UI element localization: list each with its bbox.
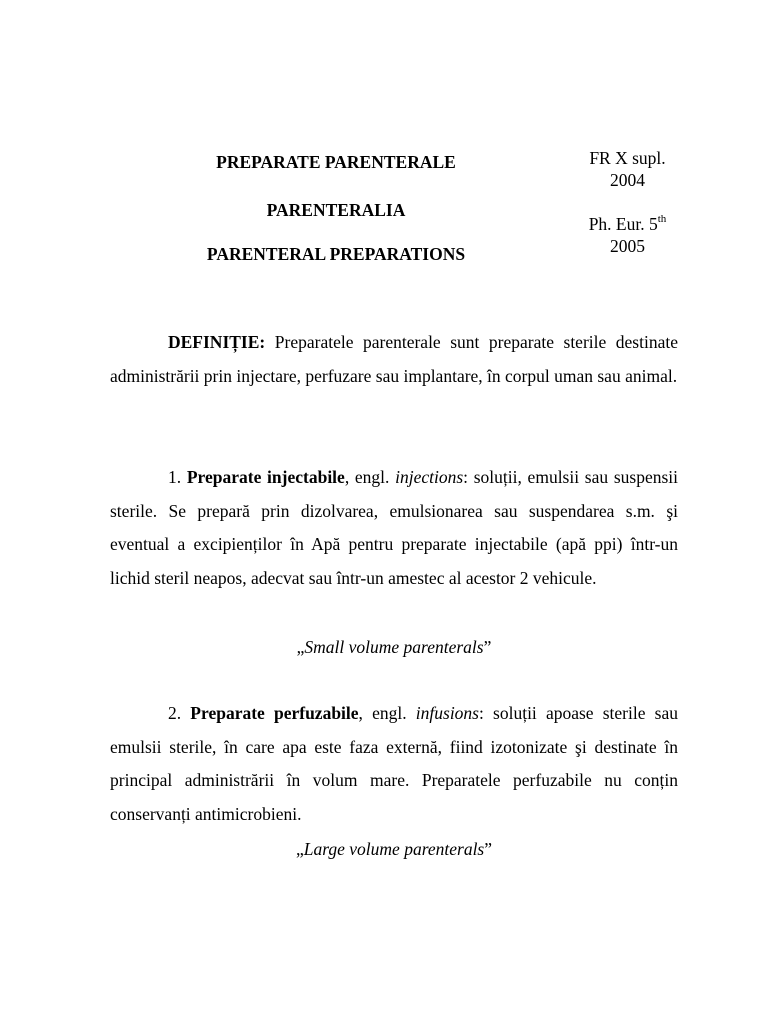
reference-ph-eur-year: 2005 xyxy=(610,236,645,256)
quote-small-volume-close: ” xyxy=(483,637,492,657)
reference-ph-eur xyxy=(560,213,695,257)
section-injections-engl-term: injections xyxy=(395,467,464,487)
reference-fr-x-line1: FR X supl. xyxy=(589,148,666,168)
section-injections-text: : soluții, emulsii sau suspensii sterile. Se prepară prin dizolvarea, emulsionarea sau suspendarea s.m. şi eventual a excipienților în Apă pentru preparate injectabile (apă ppi) într-un lichid steril neapos, adecvat sau într-un amestec al acestor 2 vehicule. xyxy=(110,467,678,589)
section-infusions-engl: , engl. xyxy=(358,703,416,723)
quote-large-volume-open: „ xyxy=(295,839,304,859)
title-latin: PARENTERALIA xyxy=(266,200,406,220)
quote-large-volume-close: ” xyxy=(484,839,493,859)
section-injections-paragraph xyxy=(110,461,678,596)
reference-ph-eur-line1 xyxy=(560,213,695,235)
section-injections-engl: , engl. xyxy=(344,467,396,487)
definition-paragraph xyxy=(110,326,678,393)
section-infusions-engl-term: infusions xyxy=(415,703,479,723)
section-injections-number: 1. xyxy=(168,467,187,487)
title-romanian: PREPARATE PARENTERALE xyxy=(216,152,456,172)
quote-small-volume-open: „ xyxy=(296,637,305,657)
quote-large-volume xyxy=(110,838,678,860)
section-infusions-number: 2. xyxy=(168,703,191,723)
quote-large-volume-text: Large volume parenterals xyxy=(303,839,485,859)
section-injections-term: Preparate injectabile xyxy=(186,467,345,487)
quote-small-volume xyxy=(110,636,678,658)
quote-small-volume-text: Small volume parenterals xyxy=(304,637,484,657)
reference-fr-x-year: 2004 xyxy=(610,170,645,190)
section-infusions-paragraph xyxy=(110,697,678,832)
section-infusions-text: : soluții apoase sterile sau emulsii sterile, în care apa este faza externă, fiind izotonizate şi destinate în principal administrării în volum mare. Preparatele perfuzabile nu conțin conservanți antimicrobieni. xyxy=(110,703,678,825)
reference-fr-x xyxy=(560,147,695,191)
reference-ph-eur-superscript: th xyxy=(657,213,667,225)
reference-ph-eur-prefix: Ph. Eur. 5 xyxy=(588,214,658,234)
section-infusions-term: Preparate perfuzabile xyxy=(190,703,359,723)
title-english: PARENTERAL PREPARATIONS xyxy=(206,244,466,264)
definition-text: Preparatele parenterale sunt preparate sterile destinate administrării prin injectare, perfuzare sau implantare, în corpul uman sau animal. xyxy=(110,332,678,386)
definition-label: DEFINIȚIE: xyxy=(168,332,266,352)
